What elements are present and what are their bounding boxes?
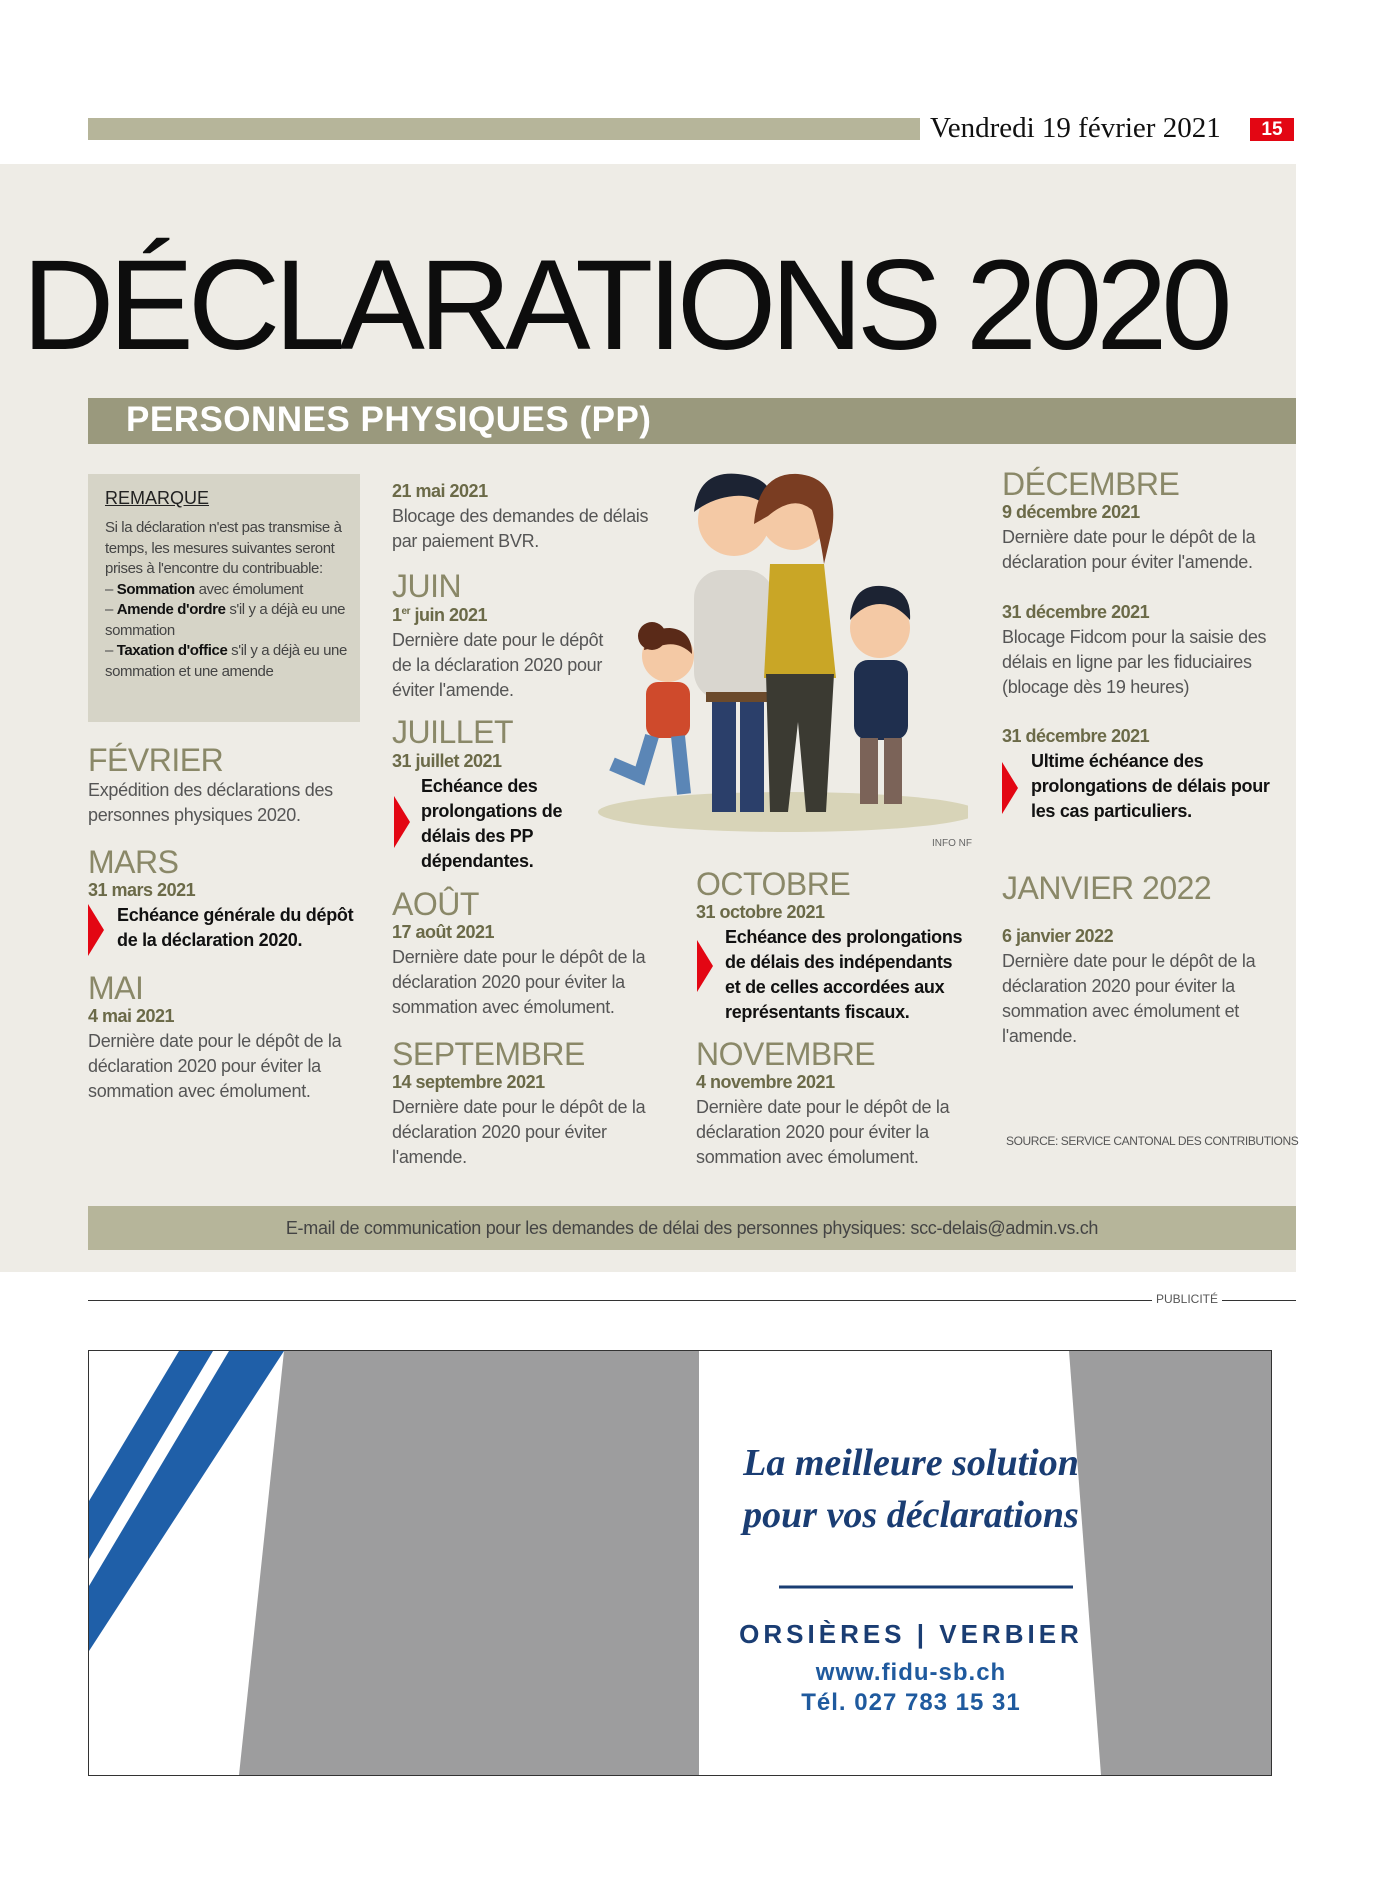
month-juillet: JUILLET [392,714,513,750]
mai-desc: Dernière date pour le dépôt de la déclaration 2020 pour éviter la sommation avec émolument. [88,1031,342,1101]
remarque-text [105,518,350,682]
red-arrow-icon [88,904,104,956]
issue-date: Vendredi 19 février 2021 [930,112,1221,144]
family-illustration-image [588,460,968,840]
decembre-date-1: 9 décembre 2021 [1002,502,1140,522]
month-septembre: SEPTEMBRE [392,1036,585,1072]
janvier-date: 6 janvier 2022 [1002,926,1114,946]
novembre-date: 4 novembre 2021 [696,1072,835,1092]
remarque-item: – Sommation avec émolument [105,580,304,598]
juillet-highlight: Echéance des prolongations de délais des PP dépendantes. [421,776,563,871]
month-octobre: OCTOBRE [696,866,851,902]
publicite-rule [88,1300,1296,1301]
decembre-desc-2: Blocage Fidcom pour la saisie des délais en ligne par les fiduciaires (blocage dès 19 heures) [1002,627,1267,697]
month-aout: AOÛT [392,886,479,922]
red-arrow-icon [394,796,410,848]
ad-tagline-line-1: La meilleure solution [743,1442,1079,1484]
remarque-heading: REMARQUE [105,488,210,508]
fevrier-desc: Expédition des déclarations des personnes physiques 2020. [88,780,333,825]
octobre-date: 31 octobre 2021 [696,902,825,922]
decembre-date-3: 31 décembre 2021 [1002,726,1150,746]
month-mars: MARS [88,844,179,880]
decembre-desc-1: Dernière date pour le dépôt de la déclaration pour éviter l'amende. [1002,527,1256,572]
mai21-date: 21 mai 2021 [392,481,488,501]
decembre-date-2: 31 décembre 2021 [1002,602,1150,622]
aout-desc: Dernière date pour le dépôt de la déclaration 2020 pour éviter la sommation avec émolument. [392,947,646,1017]
mai-date: 4 mai 2021 [88,1006,175,1026]
remarque-item: – Amende d'ordre s'il y a déjà eu une sommation [105,601,346,639]
ad-website[interactable]: www.fidu-sb.ch [815,1659,1007,1686]
page-number: 15 [1250,118,1294,141]
advertisement[interactable] [88,1350,1272,1776]
novembre-desc: Dernière date pour le dépôt de la déclaration 2020 pour éviter la sommation avec émolument. [696,1097,950,1167]
janvier-desc: Dernière date pour le dépôt de la déclaration 2020 pour éviter la sommation avec émolument et l'amende. [1002,951,1256,1046]
decembre-highlight: Ultime échéance des prolongations de délais pour les cas particuliers. [1031,751,1270,821]
header-rule [88,118,920,140]
illustration-credit: INFO NF [932,838,972,849]
juin-date: 1er juin 2021 [392,605,488,625]
remarque-item: – Taxation d'office s'il y a déjà eu une sommation et une amende [105,642,347,680]
family-illustration [588,460,968,840]
aout-date: 17 août 2021 [392,922,495,942]
month-juin: JUIN [392,568,462,604]
septembre-desc: Dernière date pour le dépôt de la déclaration 2020 pour éviter l'amende. [392,1097,646,1167]
red-arrow-icon [697,940,713,992]
publicite-label: PUBLICITÉ [1152,1292,1222,1306]
mai21-desc: Blocage des demandes de délais par paiement BVR. [392,506,649,551]
month-novembre: NOVEMBRE [696,1036,876,1072]
month-janvier: JANVIER 2022 [1002,870,1212,906]
octobre-highlight: Echéance des prolongations de délais des indépendants et de celles accordées aux représentants fiscaux. [725,927,963,1022]
mars-highlight: Echéance générale du dépôt de la déclaration 2020. [117,905,354,950]
section-subtitle: PERSONNES PHYSIQUES (PP) [126,400,652,439]
page-title: DÉCLARATIONS 2020 [22,234,1227,377]
ad-tagline [701,1437,1121,1541]
email-line: E-mail de communication pour les demandes de délai des personnes physiques: scc-delais@admin.vs.ch [285,1218,1099,1238]
remarque-intro: Si la déclaration n'est pas transmise à temps, les mesures suivantes seront prises à l'encontre du contribuable: [105,519,342,577]
ad-phone[interactable]: Tél. 027 783 15 31 [801,1689,1021,1716]
juin-desc: Dernière date pour le dépôt de la déclaration 2020 pour éviter l'amende. [392,630,604,700]
mars-date: 31 mars 2021 [88,880,196,900]
ad-tagline-line-2: pour vos déclarations [743,1494,1079,1536]
month-decembre: DÉCEMBRE [1002,466,1180,502]
month-mai: MAI [88,970,144,1006]
month-fevrier: FÉVRIER [88,742,224,778]
ad-cities: ORSIÈRES | VERBIER [739,1619,1083,1649]
septembre-date: 14 septembre 2021 [392,1072,545,1092]
juillet-date: 31 juillet 2021 [392,751,502,771]
source-credit: SOURCE: SERVICE CANTONAL DES CONTRIBUTIONS [1006,1134,1299,1148]
red-arrow-icon [1002,762,1018,814]
